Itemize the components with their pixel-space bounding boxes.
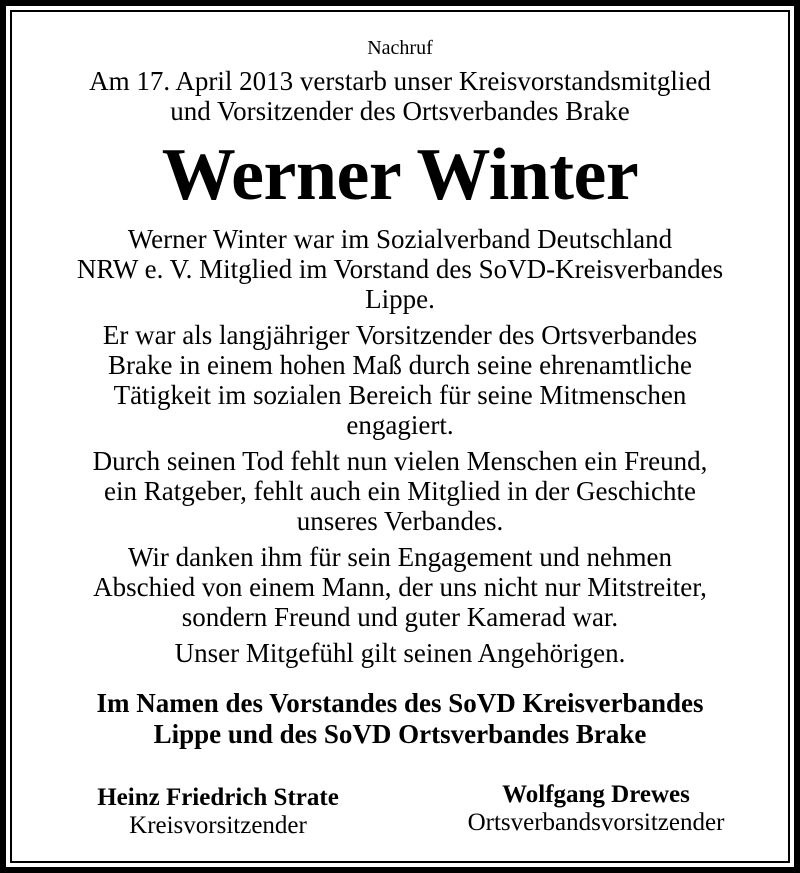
paragraph-line: ein Ratgeber, fehlt auch ein Mitglied in der Geschichte (104, 476, 696, 506)
signer-right (426, 781, 766, 837)
paragraph-line: Unser Mitgefühl gilt seinen Angehörigen. (174, 638, 626, 668)
paragraph-line: unseres Verbandes. (296, 506, 504, 536)
notice-intro (6, 66, 794, 126)
notice-heading: Nachruf (367, 37, 433, 59)
paragraph-line: Werner Winter war im Sozialverband Deutschland (127, 224, 673, 254)
signer-role: Ortsverbandsvorsitzender (467, 809, 725, 836)
notice-body (6, 6, 794, 750)
paragraph-line: sondern Freund und guter Kamerad war. (181, 602, 619, 632)
paragraph-line: Wir danken ihm für sein Engagement und nehmen (127, 542, 672, 572)
paragraph-line: Er war als langjähriger Vorsitzender des Ortsverbandes (102, 320, 698, 350)
paragraph-condolence (6, 638, 794, 668)
paragraph-line: Brake in einem hohen Maß durch seine ehrenamtliche (107, 350, 693, 380)
signer-left (68, 784, 368, 840)
deceased-name: Werner Winter (161, 134, 639, 216)
signer-role: Kreisvorsitzender (129, 812, 307, 839)
paragraph-line: Lippe. (365, 284, 435, 314)
paragraph-thanks (6, 542, 794, 632)
paragraph-line: NRW e. V. Mitglied im Vorstand des SoVD-Kreisverbandes (76, 254, 724, 284)
closing-statement (6, 688, 794, 750)
paragraph-membership (6, 224, 794, 314)
signer-name: Wolfgang Drewes (502, 781, 690, 808)
closing-line: Im Namen des Vorstandes des SoVD Kreisverbandes (96, 688, 704, 718)
paragraph-line: Abschied von einem Mann, der uns nicht nur Mitstreiter, (93, 572, 707, 602)
paragraph-line: Durch seinen Tod fehlt nun vielen Menschen ein Freund, (92, 446, 708, 476)
paragraph-line: Tätigkeit im sozialen Bereich für seine Mitmenschen (113, 380, 687, 410)
signer-name: Heinz Friedrich Strate (97, 784, 339, 811)
intro-line: Am 17. April 2013 verstarb unser Kreisvorstandsmitglied (89, 66, 711, 96)
paragraph-line: engagiert. (346, 410, 454, 440)
paragraph-loss (6, 446, 794, 536)
intro-line: und Vorsitzender des Ortsverbandes Brake (170, 96, 630, 126)
closing-line: Lippe und des SoVD Ortsverbandes Brake (153, 719, 647, 749)
paragraph-engagement (6, 320, 794, 440)
